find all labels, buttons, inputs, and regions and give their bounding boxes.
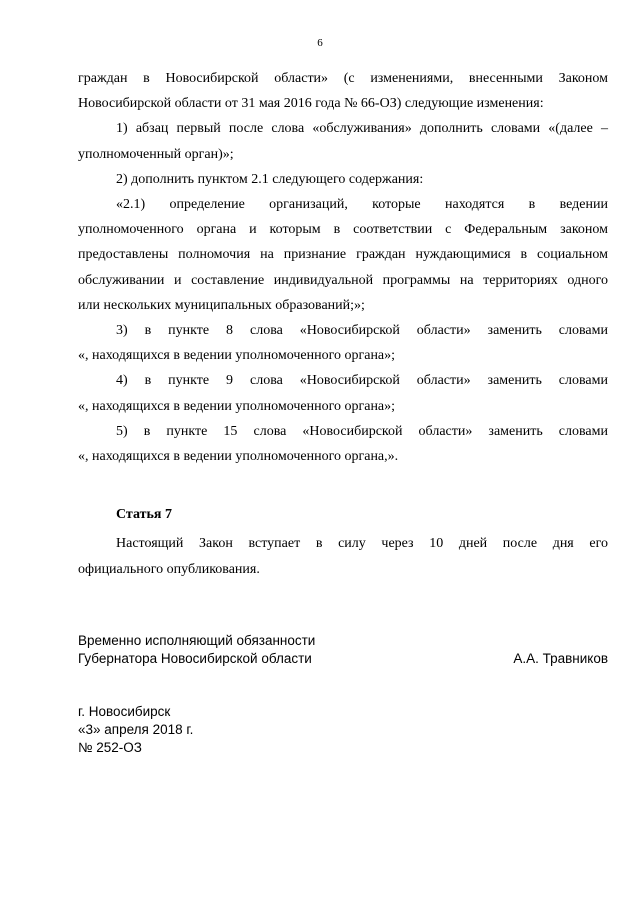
text-line: 2) дополнить пунктом 2.1 следующего содержания: xyxy=(116,171,424,187)
article-title: Статья 7 xyxy=(116,507,172,522)
paragraph-item-4 xyxy=(78,368,608,418)
place-date-number xyxy=(78,703,193,757)
text-line: Новосибирской области от 31 мая 2016 года № 66-ОЗ) следующие изменения: xyxy=(78,96,544,112)
text-line: уполномоченный орган)»; xyxy=(78,146,234,162)
signatory-position-line-1: Временно исполняющий обязанности xyxy=(78,633,316,648)
signatory-position-line-2: Губернатора Новосибирской области xyxy=(78,651,312,666)
text-line: «, находящихся в ведении уполномоченного органа»; xyxy=(78,398,396,414)
paragraph-item-5 xyxy=(78,419,608,469)
text-line: 4) в пункте 9 слова «Новосибирской области» заменить словами xyxy=(116,373,608,389)
text-line: официального опубликования. xyxy=(78,562,260,577)
city: г. Новосибирск xyxy=(78,704,171,719)
signatory-name: А.А. Травников xyxy=(513,651,608,666)
page-number: 6 xyxy=(317,37,323,49)
paragraph-item-1 xyxy=(78,116,608,166)
text-line: 1) абзац первый после слова «обслуживания» дополнить словами «(далее – xyxy=(116,121,608,137)
text-line: граждан в Новосибирской области» (с изменениями, внесенными Законом xyxy=(78,71,608,86)
text-line: «2.1) определение организаций, которые находятся в ведении xyxy=(116,197,608,213)
law-number: № 252-ОЗ xyxy=(78,740,142,755)
law-amendments-text xyxy=(78,66,608,469)
signature-block xyxy=(78,632,608,668)
text-line: обслуживании и составление индивидуальной программы на территориях одного xyxy=(78,272,608,288)
text-line: или нескольких муниципальных образований;»; xyxy=(78,297,365,313)
text-line: 5) в пункте 15 слова «Новосибирской области» заменить словами xyxy=(116,423,608,439)
text-line: Настоящий Закон вступает в силу через 10 дней после дня его xyxy=(116,536,608,551)
text-line: уполномоченного органа и которым в соответствии с Федеральным законом xyxy=(78,222,608,238)
date: «3» апреля 2018 г. xyxy=(78,722,194,737)
paragraph-item-3 xyxy=(78,318,608,368)
text-line: «, находящихся в ведении уполномоченного органа,». xyxy=(78,449,399,465)
paragraph-intro xyxy=(78,66,608,116)
text-line: «, находящихся в ведении уполномоченного органа»; xyxy=(78,348,396,364)
paragraph-item-2-1 xyxy=(78,192,608,318)
paragraph-item-2 xyxy=(78,167,608,192)
text-line: 3) в пункте 8 слова «Новосибирской области» заменить словами xyxy=(116,323,608,339)
article-text xyxy=(78,531,608,583)
article-7 xyxy=(78,502,608,583)
text-line: предоставлены полномочия на признание граждан нуждающимися в социальном xyxy=(78,247,608,263)
